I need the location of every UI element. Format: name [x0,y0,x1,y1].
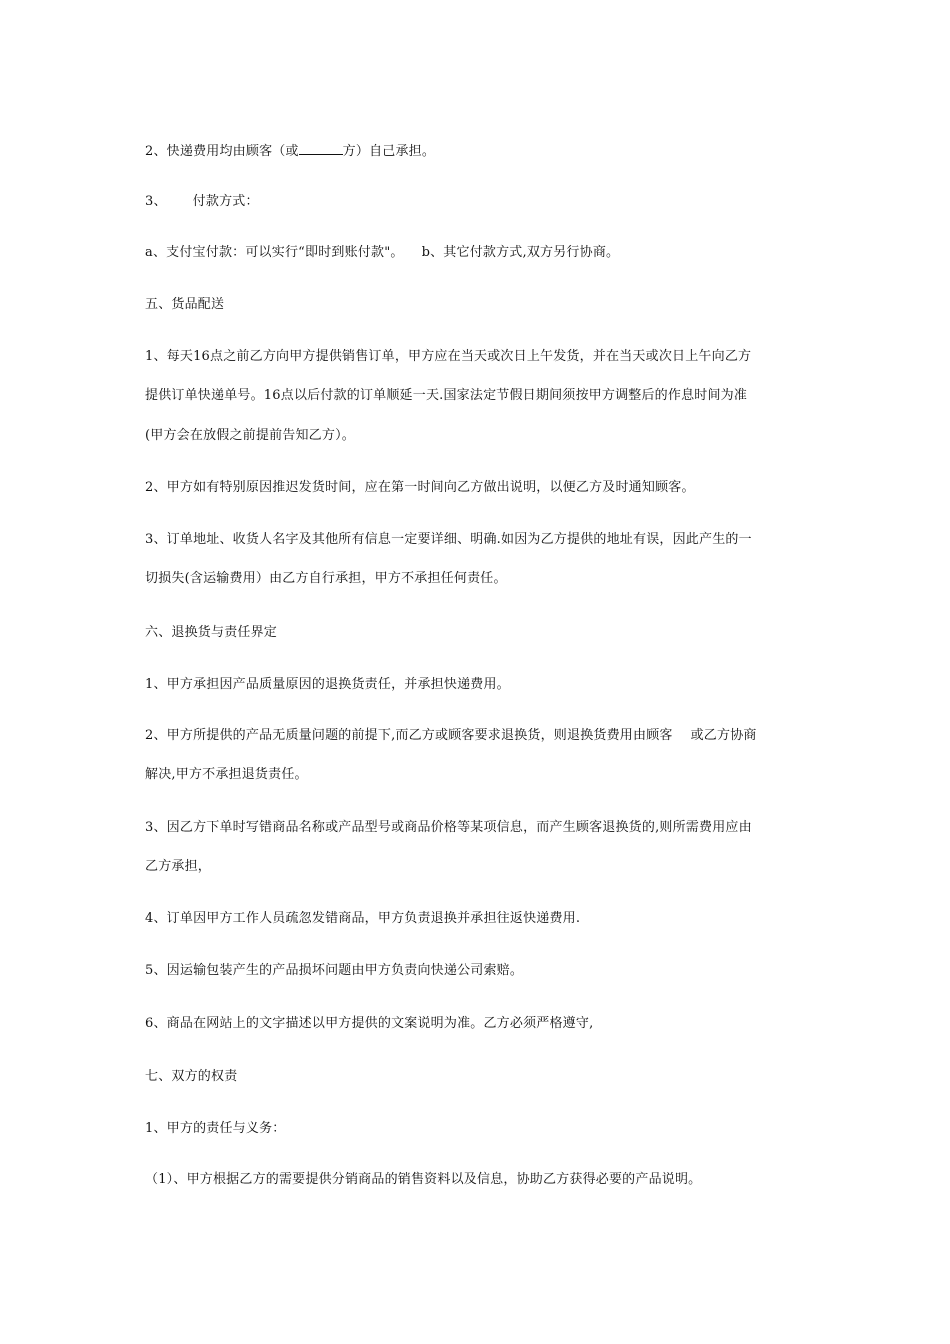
fill-in-blank [299,142,343,155]
clause-text: 解决,甲方不承担退货责任。 [145,767,308,782]
clause-text: 5、因运输包装产生的产品损坏问题由甲方负责向快递公司索赔。 [145,963,524,978]
clause-express-fee [145,142,825,161]
clause-text: 2、甲方所提供的产品无质量问题的前提下,而乙方或顾客要求退换货，则退换货费用由顾客 [145,728,673,743]
clause-payment-options [145,244,825,262]
clause-text: 乙方承担， [145,859,212,874]
clause-returns-no-quality-issue [145,727,825,745]
clause-text: 4、订单因甲方工作人员疏忽发错商品，甲方负责退换并承担往返快递费用. [145,911,581,926]
clause-text: 1、每天16点之前乙方向甲方提供销售订单，甲方应在当天或次日上午发货，并在当天或次日上午向乙方 [145,349,752,364]
clause-text: 2、甲方如有特别原因推迟发货时间，应在第一时间向乙方做出说明，以便乙方及时通知顾客。 [145,480,695,495]
clause-payment-method [145,193,825,211]
clause-text: a、支付宝付款：可以实行“即时到账付款"。 [145,245,404,260]
clause-text: 方）自己承担。 [342,144,436,159]
section-heading-returns: 六、退换货与责任界定 [145,625,278,640]
clause-text: 或乙方协商 [690,728,757,743]
clause-text: 1、甲方的责任与义务： [145,1121,286,1136]
clause-text: 6、商品在网站上的文字描述以甲方提供的文案说明为准。乙方必须严格遵守, [145,1016,594,1031]
clause-text: 1、甲方承担因产品质量原因的退换货责任，并承担快递费用。 [145,677,510,692]
section-heading-delivery: 五、货品配送 [145,297,225,312]
section-heading-rights: 七、双方的权责 [145,1069,238,1084]
clause-number: 3、 [145,194,167,209]
clause-text: b、其它付款方式,双方另行协商。 [421,245,620,260]
clause-text: 切损失(含运输费用）由乙方自行承担，甲方不承担任何责任。 [145,571,507,586]
clause-text: （1）、甲方根据乙方的需要提供分销商品的销售资料以及信息，协助乙方获得必要的产品说明。 [145,1172,702,1187]
clause-text: 提供订单快递单号。16点以后付款的订单顺延一天.国家法定节假日期间须按甲方调整后的作息时间为准 [145,388,748,403]
clause-text: 2、快递费用均由顾客（或 [145,144,299,159]
clause-text: 付款方式： [192,194,259,209]
clause-text: (甲方会在放假之前提前告知乙方）。 [145,428,355,443]
clause-text: 3、因乙方下单时写错商品名称或产品型号或商品价格等某项信息，而产生顾客退换货的,则所需费用应由 [145,820,752,835]
clause-text: 3、订单地址、收货人名字及其他所有信息一定要详细、明确.如因为乙方提供的地址有误，因此产生的一 [145,532,752,547]
